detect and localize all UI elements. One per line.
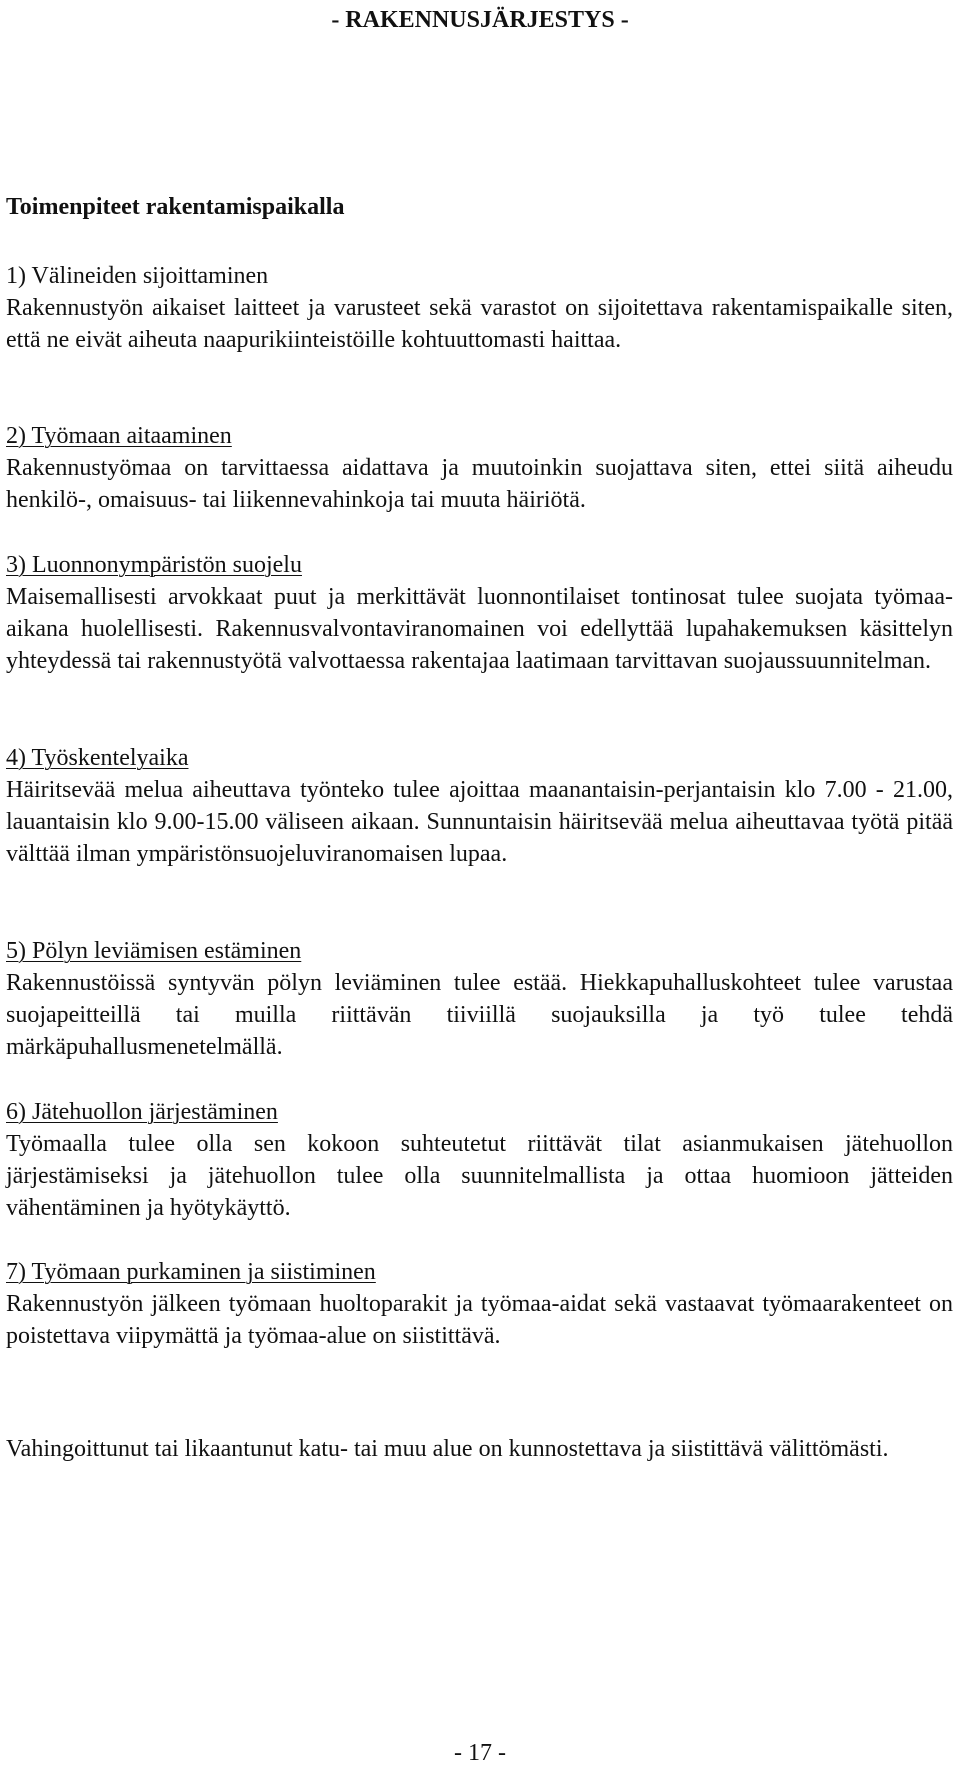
section-7-heading: 7) Työmaan purkaminen ja siistiminen	[6, 1259, 376, 1285]
section-1-heading: 1) Välineiden sijoittaminen	[6, 263, 269, 289]
section-3	[6, 549, 953, 677]
section-2-body: Rakennustyömaa on tarvittaessa aidattava ja muutoinkin suojattava siten, ettei siitä aiheudu henkilö-, omaisuus- tai liikennevahinkoja tai muuta häiriötä.	[6, 455, 953, 513]
closing-paragraph: Vahingoittunut tai likaantunut katu- tai muu alue on kunnostettava ja siistittävä välittömästi.	[6, 1436, 889, 1462]
section-7	[6, 1256, 953, 1352]
document-header: - RAKENNUSJÄRJESTYS -	[331, 7, 629, 33]
section-2	[6, 420, 953, 516]
intro-heading: Toimenpiteet rakentamispaikalla	[6, 194, 345, 220]
section-5-body: Rakennustöissä syntyvän pölyn leviäminen tulee estää. Hiekkapuhalluskohteet tulee varustaa suojapeitteillä tai muilla riittävän tiiviillä suojauksilla ja työ tulee tehdä märkäpuhallusmenetelmällä.	[6, 970, 953, 1060]
section-7-body: Rakennustyön jälkeen työmaan huoltoparakit ja työmaa-aidat sekä vastaavat työmaarakenteet on poistettava viipymättä ja työmaa-alue on siistittävä.	[6, 1291, 953, 1349]
section-1	[6, 260, 953, 356]
section-1-body: Rakennustyön aikaiset laitteet ja varusteet sekä varastot on sijoitettava rakentamispaikalle siten, että ne eivät aiheuta naapurikiinteistöille kohtuuttomasti haittaa.	[6, 295, 953, 353]
section-6	[6, 1096, 953, 1224]
section-4	[6, 742, 953, 870]
section-3-body: Maisemallisesti arvokkaat puut ja merkittävät luonnontilaiset tontinosat tulee suojata työmaa-aikana huolellisesti. Rakennusvalvontaviranomainen voi edellyttää lupahakemuksen käsittelyn yhteydessä tai rakennustyötä valvottaessa rakentajaa laatimaan tarvittavan suojaussuunnitelman.	[6, 584, 953, 674]
section-6-body: Työmaalla tulee olla sen kokoon suhteutetut riittävät tilat asianmukaisen jätehuollon järjestämiseksi ja jätehuollon tulee olla suunnitelmallista ja ottaa huomioon jätteiden vähentäminen ja hyötykäyttö.	[6, 1131, 953, 1221]
section-6-heading: 6) Jätehuollon järjestäminen	[6, 1099, 278, 1125]
section-5	[6, 935, 953, 1063]
section-4-body: Häiritsevää melua aiheuttava työnteko tulee ajoittaa maanantaisin-perjantaisin klo 7.00 - 21.00, lauantaisin klo 9.00-15.00 väliseen aikaan. Sunnuntaisin häiritsevää melua aiheuttavaa työtä pitää välttää ilman ympäristönsuojeluviranomaisen lupaa.	[6, 777, 953, 867]
section-2-heading: 2) Työmaan aitaaminen	[6, 423, 232, 449]
section-3-heading: 3) Luonnonympäristön suojelu	[6, 552, 302, 578]
page-number: - 17 -	[454, 1740, 506, 1766]
section-5-heading: 5) Pölyn leviämisen estäminen	[6, 938, 302, 964]
section-4-heading: 4) Työskentelyaika	[6, 745, 189, 771]
